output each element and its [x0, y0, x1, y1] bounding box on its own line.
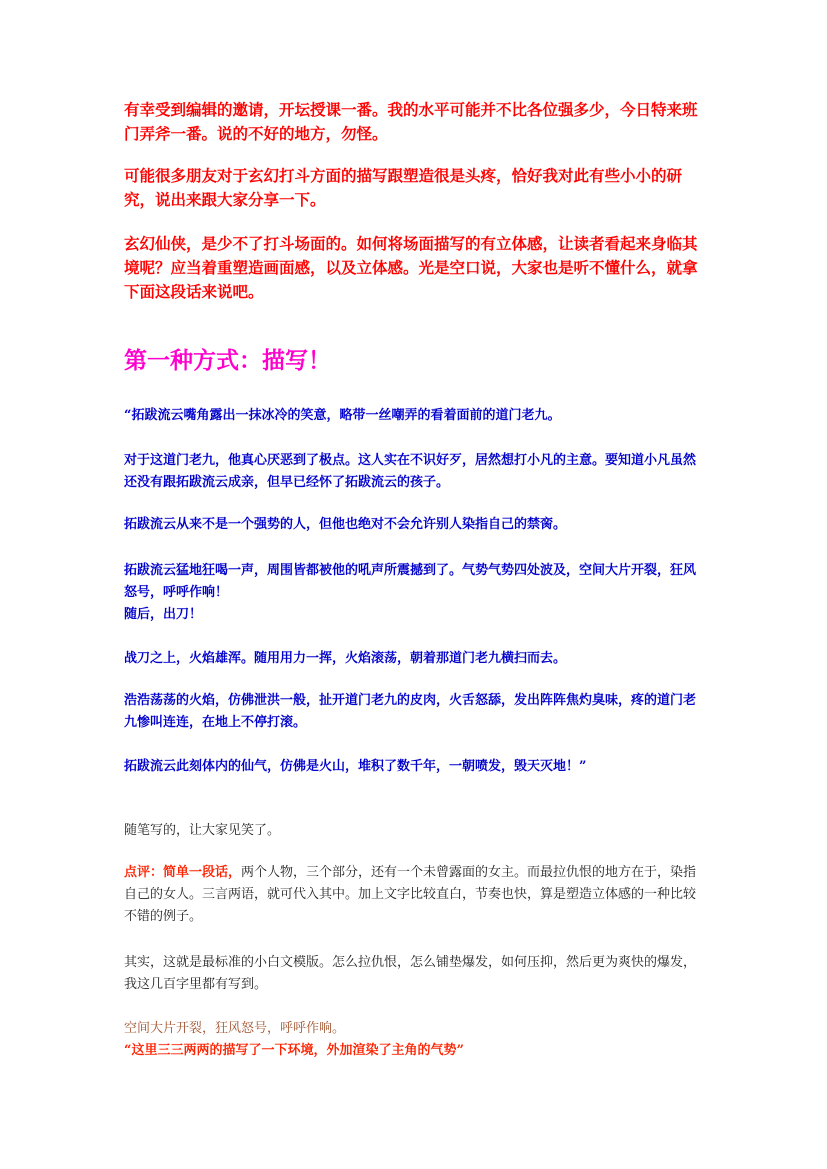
intro-paragraph-3: 玄幻仙侠，是少不了打斗场面的。如何将场面描写的有立体感，让读者看起来身临其境呢？应当着重塑造画面感，以及立体感。光是空口说，大家也是听不懂什么，就拿下面这段话来说吧。 [124, 234, 698, 301]
casual-remark: 随笔写的，让大家见笑了。 [124, 823, 281, 838]
story-paragraph-4b: 随后，出刀！ [124, 607, 203, 622]
intro-paragraph-1: 有幸受到编辑的邀请，开坛授课一番。我的水平可能并不比各位强多少，今日特来班门弄斧一番。说的不好的地方，勿怪。 [124, 100, 698, 143]
story-paragraph-1: “拓跋流云嘴角露出一抹冰冷的笑意，略带一丝嘲弄的看着面前的道门老九。 [124, 408, 561, 423]
quoted-excerpt: 空间大片开裂，狂风怒号，呼呼作响。 [124, 1021, 346, 1036]
story-paragraph-3: 拓跋流云从来不是一个强势的人，但他也绝对不会允许别人染指自己的禁脔。 [124, 517, 567, 532]
story-paragraph-7: 拓跋流云此刻体内的仙气，仿佛是火山，堆积了数千年，一朝喷发，毁天灭地！” [124, 759, 587, 774]
story-paragraph-4: 拓跋流云猛地狂喝一声，周围皆都被他的吼声所震撼到了。气势气势四处波及，空间大片开裂，狂风怒号，呼呼作响！ [124, 563, 697, 600]
intro-paragraph-2: 可能很多朋友对于玄幻打斗方面的描写跟塑造很是头疼，恰好我对此有些小小的研究，说出来跟大家分享一下。 [124, 166, 683, 209]
section-heading: 第一种方式：描写！ [124, 347, 331, 374]
review-paragraph [124, 862, 704, 928]
template-paragraph: 其实，这就是最标准的小白文模版。怎么拉仇恨，怎么铺垫爆发，如何压抑，然后更为爽快的爆发，我这几百字里都有写到。 [124, 955, 697, 992]
story-paragraph-2: 对于这道门老九，他真心厌恶到了极点。这人实在不识好歹，居然想打小凡的主意。要知道小凡虽然还没有跟拓跋流云成亲，但早已经怀了拓跋流云的孩子。 [124, 453, 697, 490]
story-paragraph-6: 浩浩荡荡的火焰，仿佛泄洪一般，扯开道门老九的皮肉，火舌怒舔，发出阵阵焦灼臭味，疼的道门老九惨叫连连，在地上不停打滚。 [124, 693, 697, 730]
excerpt-note: “这里三三两两的描写了一下环境，外加渲染了主角的气势” [124, 1043, 464, 1058]
review-label: 点评：简单一段话， [124, 865, 242, 880]
review-text: 两个人物，三个部分，还有一个未曾露面的女主。而最拉仇恨的地方在于，染指自己的女人。三言两语，就可代入其中。加上文字比较直白，节奏也快，算是塑造立体感的一种比较不错的例子。 [124, 865, 697, 924]
story-paragraph-5: 战刀之上，火焰雄浑。随用用力一挥，火焰滚荡，朝着那道门老九横扫而去。 [124, 651, 567, 666]
